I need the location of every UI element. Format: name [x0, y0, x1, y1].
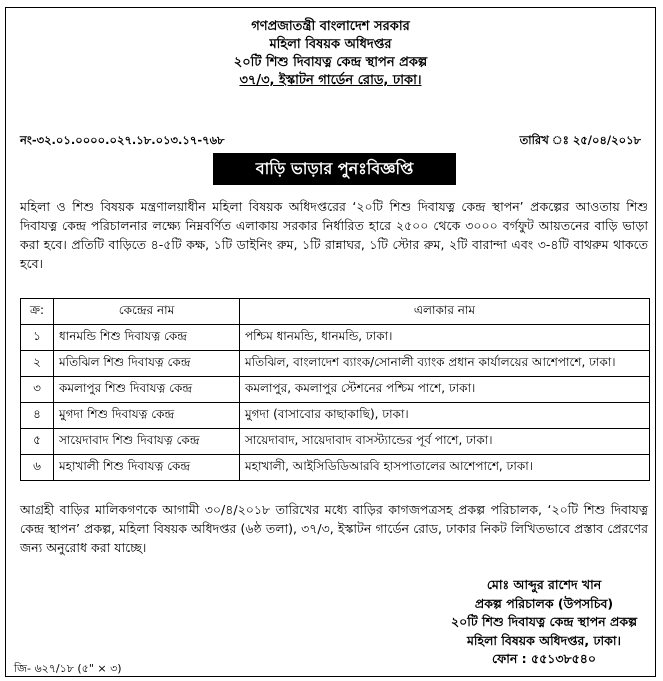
- header-area-name: এলাকার নাম: [240, 299, 650, 325]
- row-area-name: মুগদা (বাসাবোর কাছাকাছি), ঢাকা।: [240, 403, 650, 429]
- table-row: [21, 377, 650, 403]
- print-code: জি- ৬২৭/১৮ (৫" × ৩): [14, 662, 122, 675]
- row-area-name: মতিঝিল, বাংলাদেশ ব্যাংক/সোনালী ব্যাংক প্রধান কার্যালয়ের আশেপাশে, ঢাকা।: [240, 351, 650, 377]
- row-center-name: ধানমন্ডি শিশু দিবাযত্ন কেন্দ্র: [54, 325, 240, 351]
- row-serial: ৬: [21, 455, 54, 481]
- notice-title: বাড়ি ভাড়ার পুনঃবিজ্ঞপ্তি: [255, 158, 414, 178]
- table-row: [21, 455, 650, 481]
- notice-title-box: [213, 153, 456, 185]
- closing-paragraph: আগ্রহী বাড়ির মালিকগণকে আগামী ৩০/৪/২০১৮ তারিখের মধ্যে বাড়ির কাগজপত্রসহ প্রকল্প পরিচালক, ‘২০টি শিশু দিবাযত্ন কেন্দ্র স্থাপন’ প্রকল্প, মহিলা বিষয়ক অধিদপ্তর (৬ষ্ঠ তলা), ৩৭/৩, ইস্কাটন গার্ডেন রোড, ঢাকার নিকট লিখিতভাবে প্রস্তাব প্রেরণের জন্য অনুরোধ করা যাচ্ছে।: [20, 502, 648, 555]
- notice-date: তারিখ ঃ ২৫/০৪/২০১৮: [519, 133, 641, 147]
- centers-table: [20, 298, 650, 481]
- signatory-project: ২০টি শিশু দিবাযত্ন কেন্দ্র স্থাপন প্রকল্প: [451, 614, 637, 629]
- row-area-name: কমলাপুর, কমলাপুর স্টেশনের পশ্চিম পাশে, ঢাকা।: [240, 377, 650, 403]
- memo-number: নং-৩২.০১.০০০০.০২৭.১৮.০১৩.১৭-৭৬৮: [20, 133, 225, 147]
- row-serial: ৪: [21, 403, 54, 429]
- row-area-name: মহাখালী, আইসিডিডিআরবি হাসপাতালের আশেপাশে, ঢাকা।: [240, 455, 650, 481]
- row-area-name: সায়েদাবাদ, সায়েদাবাদ বাসস্ট্যান্ডের পূর্ব পাশে, ঢাকা।: [240, 429, 650, 455]
- row-center-name: সায়েদাবাদ শিশু দিবাযত্ন কেন্দ্র: [54, 429, 240, 455]
- row-center-name: মতিঝিল শিশু দিবাযত্ন কেন্দ্র: [54, 351, 240, 377]
- row-area-name: পশ্চিম ধানমন্ডি, ধানমন্ডি, ঢাকা।: [240, 325, 650, 351]
- signature-block: [451, 576, 637, 669]
- row-serial: ৩: [21, 377, 54, 403]
- signatory-designation: প্রকল্প পরিচালক (উপসচিব): [474, 595, 614, 611]
- table-row: [21, 429, 650, 455]
- notice-frame: [5, 7, 656, 677]
- row-center-name: মুগদা শিশু দিবাযত্ন কেন্দ্র: [54, 403, 240, 429]
- table-row: [21, 325, 650, 351]
- row-center-name: মহাখালী শিশু দিবাযত্ন কেন্দ্র: [54, 455, 240, 481]
- header-government: গণপ্রজাতন্ত্রী বাংলাদেশ সরকার: [251, 19, 410, 34]
- header-project: ২০টি শিশু দিবাযত্ন কেন্দ্র স্থাপন প্রকল্প: [233, 55, 428, 70]
- signatory-name: মোঃ আব্দুর রাশেদ খান: [486, 577, 602, 592]
- row-center-name: কমলাপুর শিশু দিবাযত্ন কেন্দ্র: [54, 377, 240, 403]
- table-row: [21, 351, 650, 377]
- row-serial: ৫: [21, 429, 54, 455]
- row-serial: ১: [21, 325, 54, 351]
- signatory-phone: ফোন : ৫৫১৩৮৫৪০: [492, 651, 596, 666]
- header-center-name: কেন্দ্রের নাম: [54, 299, 240, 325]
- header-department: মহিলা বিষয়ক অধিদপ্তর: [269, 37, 392, 52]
- header-address: ৩৭/৩, ইস্কাটন গার্ডেন রোড, ঢাকা।: [239, 73, 422, 88]
- office-header: [6, 18, 655, 90]
- table-header-row: [21, 299, 650, 325]
- table-row: [21, 403, 650, 429]
- signatory-office: মহিলা বিষয়ক অধিদপ্তর, ঢাকা।: [466, 632, 622, 648]
- header-serial: ক্র:: [21, 299, 54, 325]
- row-serial: ২: [21, 351, 54, 377]
- intro-paragraph: মহিলা ও শিশু বিষয়ক মন্ত্রণালয়াধীন মহিলা বিষয়ক অধিদপ্তরের ‘২০টি শিশু দিবাযত্ন কেন্দ্র স্থাপন’ প্রকল্পের আওতায় শিশু দিবাযত্ন কেন্দ্র পরিচালনার লক্ষ্যে নিম্নবর্ণিত এলাকায় সরকার নির্ধারিত হারে ২৫০০ থেকে ৩০০০ বর্গফুট আয়তনের বাড়ি ভাড়া করা হবে। প্রতিটি বাড়িতে ৪-৫টি কক্ষ, ১টি ডাইনিং রুম, ১টি রান্নাঘর, ১টি স্টোর রুম, ২টি বারান্দা এবং ৩-৪টি বাথরুম থাকতে হবে।: [20, 199, 648, 271]
